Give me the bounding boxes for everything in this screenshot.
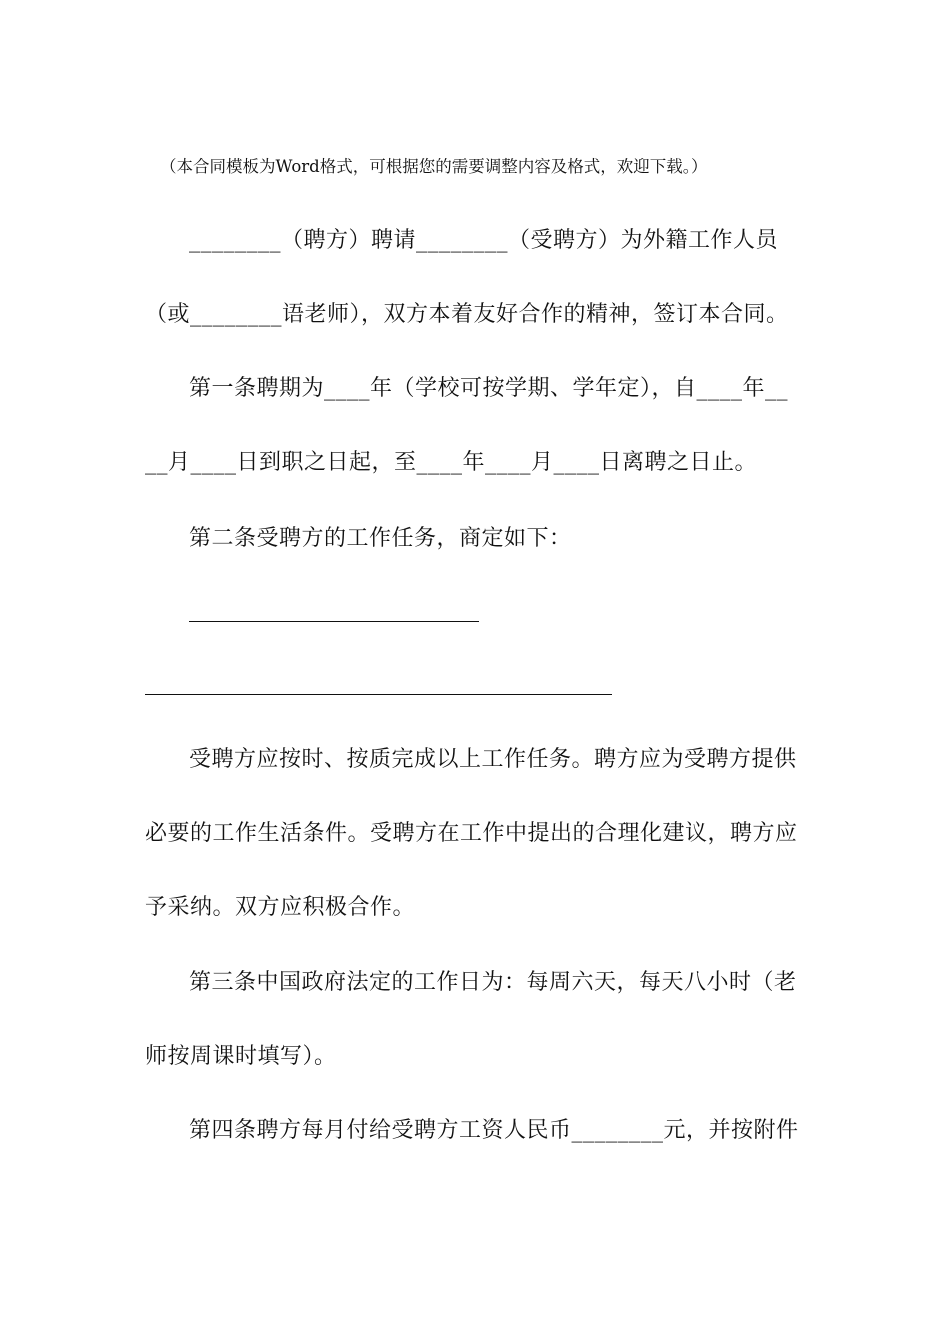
paragraph-line-2: （或________语老师），双方本着友好合作的精神，签订本合同。 (145, 302, 789, 327)
article-1-line-2: __月____日到职之日起，至____年____月____日离聘之日止。 (145, 450, 758, 475)
fill-in-blank-line (145, 694, 612, 695)
article-2-line-1: 受聘方应按时、按质完成以上工作任务。聘方应为受聘方提供 (189, 747, 797, 772)
paragraph-line-1: ________（聘方）聘请________（受聘方）为外籍工作人员 (189, 228, 779, 253)
fill-in-blank-line (189, 621, 479, 622)
article-3-line-1: 第三条中国政府法定的工作日为：每周六天，每天八小时（老 (189, 970, 797, 995)
article-3-line-2: 师按周课时填写）。 (145, 1044, 337, 1069)
article-2-line-2: 必要的工作生活条件。受聘方在工作中提出的合理化建议，聘方应 (145, 821, 798, 846)
article-1-line-1: 第一条聘期为____年（学校可按学期、学年定），自____年__ (189, 376, 789, 401)
article-2-heading: 第二条受聘方的工作任务，商定如下： (189, 526, 572, 551)
template-note: （本合同模板为Word格式，可根据您的需要调整内容及格式，欢迎下载。） (160, 157, 708, 176)
article-4-line-1: 第四条聘方每月付给受聘方工资人民币________元，并按附件 (189, 1118, 799, 1143)
article-2-line-3: 予采纳。双方应积极合作。 (145, 895, 416, 920)
